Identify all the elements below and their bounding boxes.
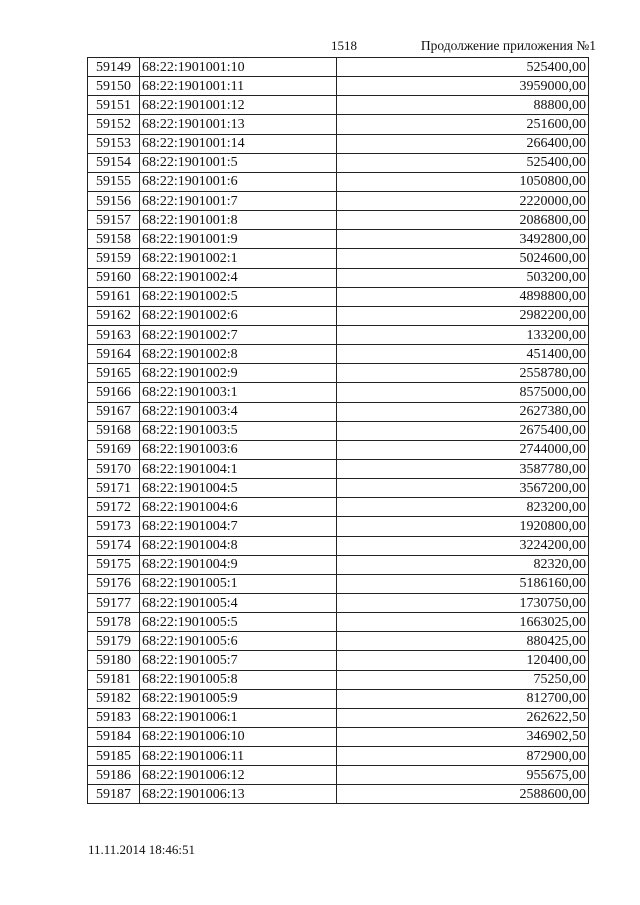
cadastral-value-cell: 451400,00 [337, 345, 589, 364]
cadastral-number-cell: 68:22:1901003:1 [140, 383, 337, 402]
cadastral-number-cell: 68:22:1901002:9 [140, 364, 337, 383]
cadastral-number-cell: 68:22:1901001:11 [140, 77, 337, 96]
cadastral-number-cell: 68:22:1901002:5 [140, 287, 337, 306]
registry-table-body [88, 58, 589, 804]
cadastral-number-cell: 68:22:1901002:7 [140, 325, 337, 344]
cadastral-value-cell: 5024600,00 [337, 249, 589, 268]
cadastral-value-cell: 262622,50 [337, 708, 589, 727]
cadastral-value-cell: 503200,00 [337, 268, 589, 287]
row-number-cell: 59167 [88, 402, 140, 421]
table-row [88, 670, 589, 689]
table-row [88, 727, 589, 746]
cadastral-value-cell: 2220000,00 [337, 191, 589, 210]
cadastral-number-cell: 68:22:1901004:5 [140, 479, 337, 498]
row-number-cell: 59154 [88, 153, 140, 172]
row-number-cell: 59174 [88, 536, 140, 555]
cadastral-value-cell: 133200,00 [337, 325, 589, 344]
cadastral-number-cell: 68:22:1901004:7 [140, 517, 337, 536]
row-number-cell: 59180 [88, 651, 140, 670]
table-row [88, 708, 589, 727]
table-row [88, 613, 589, 632]
row-number-cell: 59177 [88, 593, 140, 612]
cadastral-value-cell: 2675400,00 [337, 421, 589, 440]
table-row [88, 115, 589, 134]
cadastral-number-cell: 68:22:1901004:1 [140, 459, 337, 478]
cadastral-value-cell: 2588600,00 [337, 785, 589, 804]
cadastral-value-cell: 1663025,00 [337, 613, 589, 632]
cadastral-value-cell: 880425,00 [337, 632, 589, 651]
table-row [88, 383, 589, 402]
row-number-cell: 59156 [88, 191, 140, 210]
table-row [88, 632, 589, 651]
row-number-cell: 59161 [88, 287, 140, 306]
row-number-cell: 59183 [88, 708, 140, 727]
cadastral-number-cell: 68:22:1901001:7 [140, 191, 337, 210]
table-row [88, 134, 589, 153]
cadastral-value-cell: 1730750,00 [337, 593, 589, 612]
cadastral-number-cell: 68:22:1901005:5 [140, 613, 337, 632]
cadastral-value-cell: 525400,00 [337, 58, 589, 77]
table-row [88, 421, 589, 440]
cadastral-value-cell: 8575000,00 [337, 383, 589, 402]
cadastral-value-cell: 4898800,00 [337, 287, 589, 306]
row-number-cell: 59181 [88, 670, 140, 689]
cadastral-number-cell: 68:22:1901005:8 [140, 670, 337, 689]
row-number-cell: 59173 [88, 517, 140, 536]
row-number-cell: 59163 [88, 325, 140, 344]
cadastral-value-cell: 88800,00 [337, 96, 589, 115]
table-row [88, 268, 589, 287]
cadastral-value-cell: 3224200,00 [337, 536, 589, 555]
cadastral-value-cell: 3492800,00 [337, 230, 589, 249]
table-row [88, 593, 589, 612]
table-row [88, 498, 589, 517]
row-number-cell: 59155 [88, 172, 140, 191]
cadastral-value-cell: 2558780,00 [337, 364, 589, 383]
row-number-cell: 59172 [88, 498, 140, 517]
row-number-cell: 59152 [88, 115, 140, 134]
cadastral-value-cell: 525400,00 [337, 153, 589, 172]
table-row [88, 345, 589, 364]
table-row [88, 287, 589, 306]
table-row [88, 58, 589, 77]
cadastral-number-cell: 68:22:1901001:9 [140, 230, 337, 249]
cadastral-number-cell: 68:22:1901001:13 [140, 115, 337, 134]
table-row [88, 785, 589, 804]
table-row [88, 555, 589, 574]
table-row [88, 230, 589, 249]
cadastral-number-cell: 68:22:1901001:12 [140, 96, 337, 115]
table-row [88, 402, 589, 421]
cadastral-value-cell: 75250,00 [337, 670, 589, 689]
page-number: 1518 [331, 38, 357, 53]
cadastral-value-cell: 955675,00 [337, 766, 589, 785]
table-row [88, 249, 589, 268]
row-number-cell: 59179 [88, 632, 140, 651]
row-number-cell: 59185 [88, 747, 140, 766]
row-number-cell: 59175 [88, 555, 140, 574]
cadastral-number-cell: 68:22:1901001:5 [140, 153, 337, 172]
cadastral-value-cell: 266400,00 [337, 134, 589, 153]
cadastral-value-cell: 3567200,00 [337, 479, 589, 498]
cadastral-value-cell: 2086800,00 [337, 211, 589, 230]
continuation-title: Продолжение приложения №1 [420, 38, 596, 53]
cadastral-number-cell: 68:22:1901001:8 [140, 211, 337, 230]
row-number-cell: 59171 [88, 479, 140, 498]
cadastral-number-cell: 68:22:1901004:6 [140, 498, 337, 517]
cadastral-value-cell: 3959000,00 [337, 77, 589, 96]
table-row [88, 191, 589, 210]
cadastral-value-cell: 1920800,00 [337, 517, 589, 536]
cadastral-number-cell: 68:22:1901005:1 [140, 574, 337, 593]
cadastral-number-cell: 68:22:1901002:6 [140, 306, 337, 325]
cadastral-value-cell: 1050800,00 [337, 172, 589, 191]
row-number-cell: 59169 [88, 440, 140, 459]
table-row [88, 517, 589, 536]
row-number-cell: 59159 [88, 249, 140, 268]
cadastral-number-cell: 68:22:1901003:4 [140, 402, 337, 421]
table-row [88, 459, 589, 478]
row-number-cell: 59157 [88, 211, 140, 230]
table-row [88, 766, 589, 785]
cadastral-number-cell: 68:22:1901006:12 [140, 766, 337, 785]
cadastral-value-cell: 346902,50 [337, 727, 589, 746]
row-number-cell: 59187 [88, 785, 140, 804]
table-row [88, 306, 589, 325]
table-row [88, 211, 589, 230]
cadastral-number-cell: 68:22:1901001:10 [140, 58, 337, 77]
cadastral-value-cell: 872900,00 [337, 747, 589, 766]
cadastral-number-cell: 68:22:1901003:5 [140, 421, 337, 440]
cadastral-value-cell: 82320,00 [337, 555, 589, 574]
row-number-cell: 59166 [88, 383, 140, 402]
row-number-cell: 59153 [88, 134, 140, 153]
row-number-cell: 59160 [88, 268, 140, 287]
cadastral-number-cell: 68:22:1901005:4 [140, 593, 337, 612]
table-row [88, 325, 589, 344]
table-row [88, 96, 589, 115]
cadastral-number-cell: 68:22:1901001:6 [140, 172, 337, 191]
table-row [88, 689, 589, 708]
table-row [88, 651, 589, 670]
cadastral-number-cell: 68:22:1901003:6 [140, 440, 337, 459]
table-row [88, 153, 589, 172]
table-row [88, 536, 589, 555]
row-number-cell: 59158 [88, 230, 140, 249]
cadastral-value-cell: 2627380,00 [337, 402, 589, 421]
cadastral-number-cell: 68:22:1901005:7 [140, 651, 337, 670]
row-number-cell: 59168 [88, 421, 140, 440]
cadastral-number-cell: 68:22:1901002:1 [140, 249, 337, 268]
cadastral-value-cell: 251600,00 [337, 115, 589, 134]
table-row [88, 479, 589, 498]
cadastral-value-cell: 5186160,00 [337, 574, 589, 593]
cadastral-number-cell: 68:22:1901005:6 [140, 632, 337, 651]
table-row [88, 747, 589, 766]
row-number-cell: 59184 [88, 727, 140, 746]
row-number-cell: 59165 [88, 364, 140, 383]
print-timestamp: 11.11.2014 18:46:51 [88, 842, 196, 857]
cadastral-number-cell: 68:22:1901002:8 [140, 345, 337, 364]
cadastral-number-cell: 68:22:1901004:9 [140, 555, 337, 574]
cadastral-value-cell: 812700,00 [337, 689, 589, 708]
row-number-cell: 59164 [88, 345, 140, 364]
cadastral-number-cell: 68:22:1901002:4 [140, 268, 337, 287]
row-number-cell: 59170 [88, 459, 140, 478]
row-number-cell: 59176 [88, 574, 140, 593]
table-row [88, 77, 589, 96]
registry-table [87, 57, 589, 804]
row-number-cell: 59150 [88, 77, 140, 96]
table-row [88, 172, 589, 191]
cadastral-number-cell: 68:22:1901006:13 [140, 785, 337, 804]
cadastral-number-cell: 68:22:1901006:11 [140, 747, 337, 766]
cadastral-value-cell: 3587780,00 [337, 459, 589, 478]
row-number-cell: 59162 [88, 306, 140, 325]
cadastral-number-cell: 68:22:1901001:14 [140, 134, 337, 153]
table-row [88, 440, 589, 459]
cadastral-value-cell: 823200,00 [337, 498, 589, 517]
cadastral-number-cell: 68:22:1901006:10 [140, 727, 337, 746]
table-row [88, 574, 589, 593]
row-number-cell: 59151 [88, 96, 140, 115]
cadastral-value-cell: 2744000,00 [337, 440, 589, 459]
table-row [88, 364, 589, 383]
row-number-cell: 59182 [88, 689, 140, 708]
cadastral-value-cell: 120400,00 [337, 651, 589, 670]
row-number-cell: 59178 [88, 613, 140, 632]
row-number-cell: 59186 [88, 766, 140, 785]
cadastral-value-cell: 2982200,00 [337, 306, 589, 325]
cadastral-number-cell: 68:22:1901004:8 [140, 536, 337, 555]
cadastral-number-cell: 68:22:1901006:1 [140, 708, 337, 727]
cadastral-number-cell: 68:22:1901005:9 [140, 689, 337, 708]
row-number-cell: 59149 [88, 58, 140, 77]
